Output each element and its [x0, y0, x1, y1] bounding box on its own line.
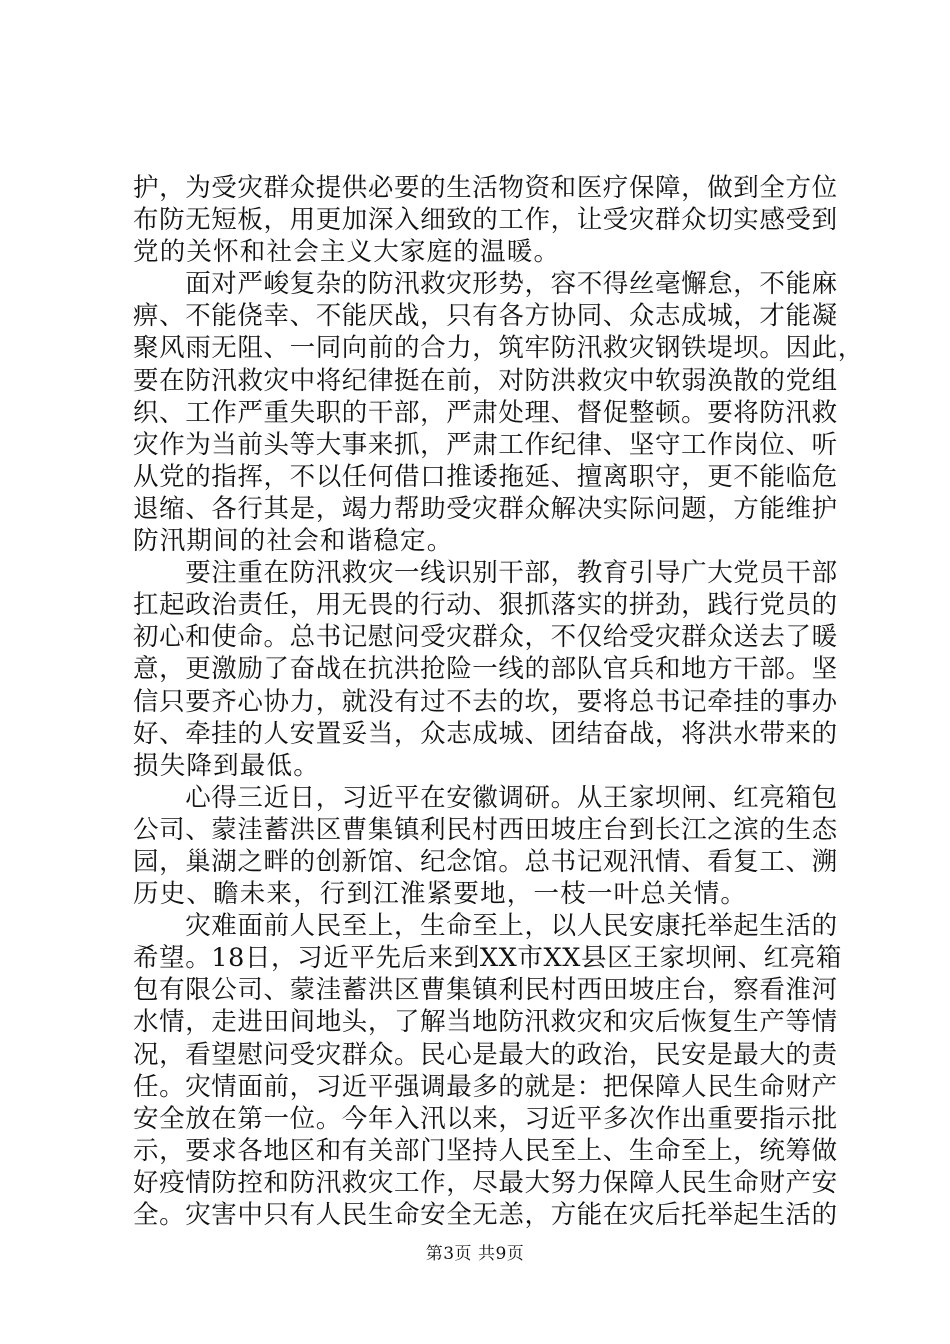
text-line: 防汛期间的社会和谐稳定。	[133, 526, 454, 557]
text-line: 示，要求各地区和有关部门坚持人民至上、生命至上，统筹做	[133, 1135, 838, 1166]
text-line: 信只要齐心协力，就没有过不去的坎，要将总书记牵挂的事办	[133, 686, 838, 717]
text-line: 希望。18日，习近平先后来到XX市XX县区王家坝闸、红亮箱	[133, 943, 842, 974]
text-line: 园，巢湖之畔的创新馆、纪念馆。总书记观汛情、看复工、溯	[133, 846, 838, 877]
text-line: 包有限公司、蒙洼蓄洪区曹集镇利民村西田坡庄台，察看淮河	[133, 975, 838, 1006]
text-line: 好、牵挂的人安置妥当，众志成城、团结奋战，将洪水带来的	[133, 718, 838, 749]
text-line: 聚风雨无阻、一同向前的合力，筑牢防汛救灾钢铁堤坝。因此，	[133, 333, 864, 364]
text-line: 心得三近日，习近平在安徽调研。从王家坝闸、红亮箱包	[133, 782, 838, 813]
text-line: 痹、不能侥幸、不能厌战，只有各方协同、众志成城，才能凝	[133, 301, 838, 332]
text-line: 护，为受灾群众提供必要的生活物资和医疗保障，做到全方位	[133, 173, 838, 203]
text-line: 任。灾情面前，习近平强调最多的就是：把保障人民生命财产	[133, 1071, 838, 1102]
text-line: 织、工作严重失职的干部，严肃处理、督促整顿。要将防汛救	[133, 397, 838, 428]
text-line: 扛起政治责任，用无畏的行动、狠抓落实的拼劲，践行党员的	[133, 590, 838, 621]
text-line: 水情，走进田间地头，了解当地防汛救灾和灾后恢复生产等情	[133, 1007, 838, 1038]
body-text	[133, 172, 864, 1231]
text-line: 况，看望慰问受灾群众。民心是最大的政治，民安是最大的责	[133, 1039, 838, 1070]
text-line: 意，更激励了奋战在抗洪抢险一线的部队官兵和地方干部。坚	[133, 654, 838, 685]
text-line: 历史、瞻未来，行到江淮紧要地，一枝一叶总关情。	[133, 879, 748, 910]
text-line: 灾难面前人民至上，生命至上，以人民安康托举起生活的	[133, 911, 838, 942]
text-line: 初心和使命。总书记慰问受灾群众，不仅给受灾群众送去了暖	[133, 622, 838, 653]
text-line: 面对严峻复杂的防汛救灾形势，容不得丝毫懈怠，不能麻	[133, 269, 838, 300]
text-line: 要注重在防汛救灾一线识别干部，教育引导广大党员干部	[133, 558, 838, 589]
text-line: 布防无短板，用更加深入细致的工作，让受灾群众切实感受到	[133, 205, 838, 236]
text-line: 退缩、各行其是，竭力帮助受灾群众解决实际问题，方能维护	[133, 493, 838, 524]
text-line: 全。灾害中只有人民生命安全无恙，方能在灾后托举起生活的	[133, 1200, 838, 1230]
text-line: 从党的指挥，不以任何借口推诿拖延、擅离职守，更不能临危	[133, 461, 838, 492]
text-line: 公司、蒙洼蓄洪区曹集镇利民村西田坡庄台到长江之滨的生态	[133, 814, 838, 845]
page-footer: 第3页 共9页	[425, 1244, 525, 1264]
text-line: 党的关怀和社会主义大家庭的温暖。	[133, 237, 561, 268]
text-line: 灾作为当前头等大事来抓，严肃工作纪律、坚守工作岗位、听	[133, 429, 838, 460]
text-line: 要在防汛救灾中将纪律挺在前，对防洪救灾中软弱涣散的党组	[133, 365, 838, 396]
text-line: 损失降到最低。	[133, 750, 320, 781]
text-line: 安全放在第一位。今年入汛以来，习近平多次作出重要指示批	[133, 1103, 838, 1134]
text-line: 好疫情防控和防汛救灾工作，尽最大努力保障人民生命财产安	[133, 1167, 838, 1198]
